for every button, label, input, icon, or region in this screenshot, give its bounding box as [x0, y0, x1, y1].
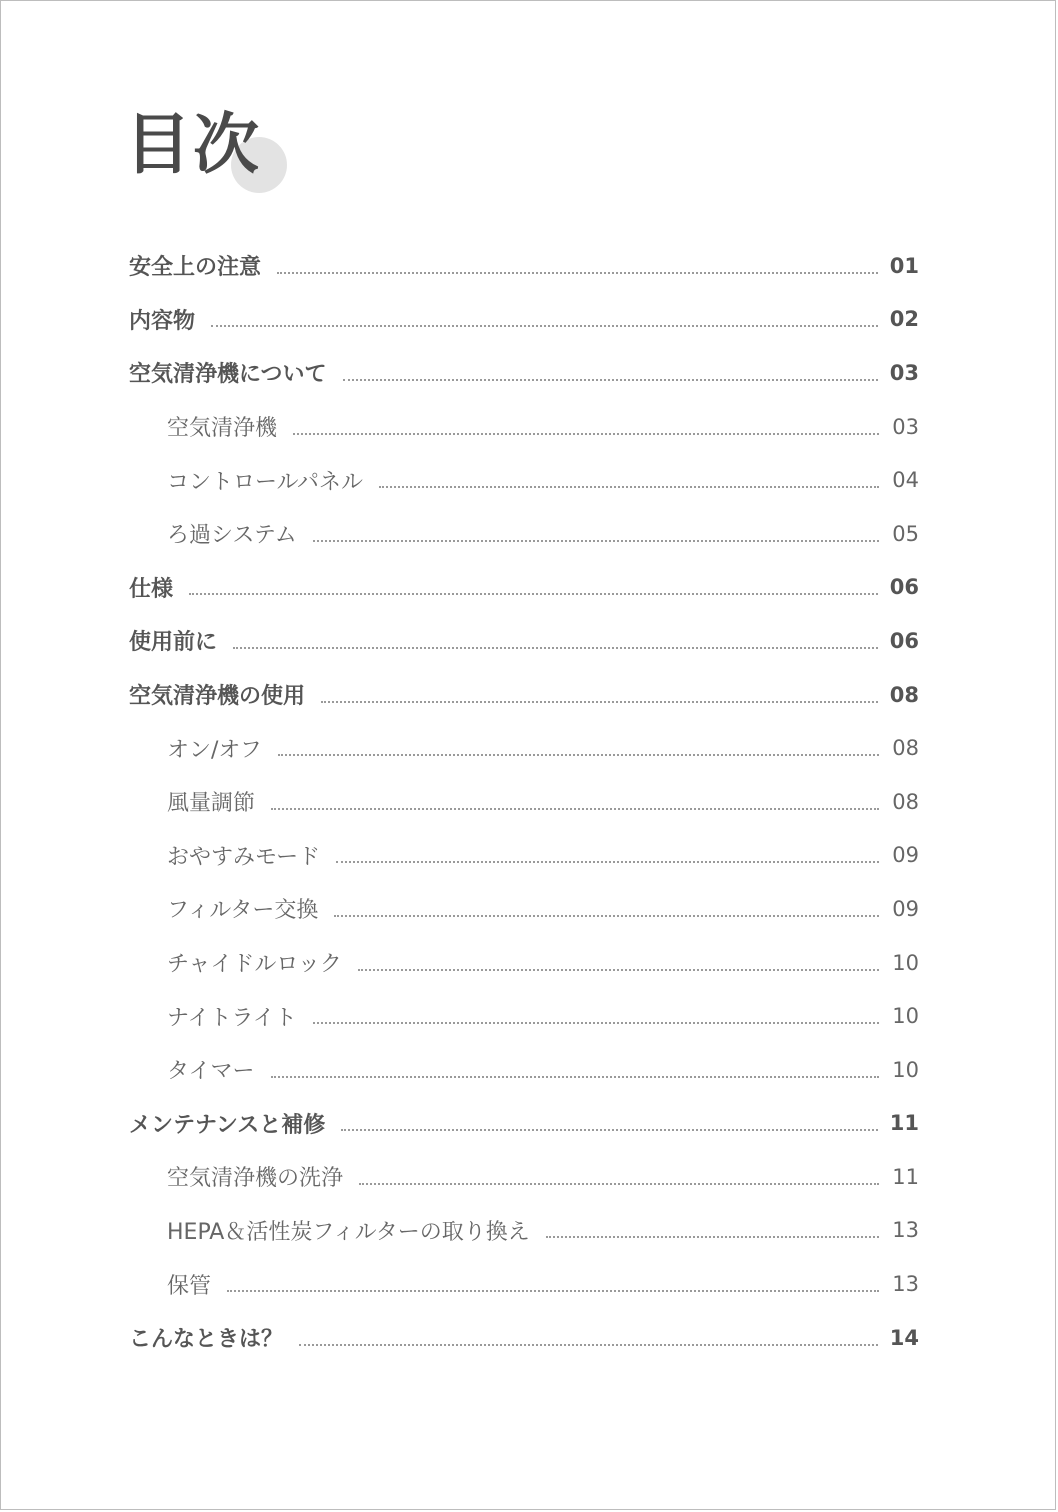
toc-entry-label: 保管 — [167, 1273, 212, 1299]
toc-entry-label: コントロールパネル — [167, 469, 364, 495]
toc-entry[interactable] — [129, 346, 919, 400]
dot-leader — [343, 379, 878, 381]
toc-entry-page-number: 13 — [892, 1272, 919, 1297]
toc-entry[interactable] — [129, 721, 919, 775]
dot-leader — [336, 861, 879, 863]
page-title: 目次 — [125, 106, 261, 183]
toc-entry-label: メンテナンスと補修 — [129, 1112, 326, 1138]
toc-entry[interactable] — [129, 775, 919, 829]
dot-leader — [321, 701, 878, 703]
toc-entry[interactable] — [129, 882, 919, 936]
dot-leader — [233, 647, 878, 649]
toc-entry-page-number: 09 — [892, 896, 919, 921]
toc-entry[interactable] — [129, 1257, 919, 1311]
toc-entry[interactable] — [129, 1097, 919, 1151]
dot-leader — [546, 1236, 879, 1238]
toc-entry-page-number: 06 — [889, 628, 919, 653]
toc-entry-label: 空気清浄機 — [167, 416, 278, 442]
toc-entry[interactable] — [129, 936, 919, 990]
toc-entry-page-number: 06 — [889, 575, 919, 600]
title-block — [125, 105, 325, 205]
toc-entry-page-number: 08 — [892, 789, 919, 814]
toc-entry-label: 内容物 — [129, 308, 196, 334]
toc-entry-page-number: 13 — [892, 1218, 919, 1243]
dot-leader — [341, 1129, 878, 1131]
dot-leader — [277, 272, 878, 274]
toc-entry-page-number: 10 — [892, 950, 919, 975]
dot-leader — [293, 433, 879, 435]
dot-leader — [359, 1183, 879, 1185]
toc-entry[interactable] — [129, 614, 919, 668]
toc-entry-label: 空気清浄機の使用 — [129, 684, 306, 710]
dot-leader — [334, 915, 879, 917]
toc-entry[interactable] — [129, 829, 919, 883]
toc-entry-page-number: 14 — [889, 1325, 919, 1350]
toc-entry-label: こんなときは？ — [129, 1327, 284, 1353]
toc-entry-label: 空気清浄機について — [129, 362, 327, 388]
toc-entry-label: ろ過システム — [167, 523, 297, 549]
toc-entry[interactable] — [129, 1204, 919, 1258]
toc-entry[interactable] — [129, 400, 919, 454]
dot-leader — [227, 1290, 879, 1292]
toc-entry-page-number: 11 — [889, 1111, 919, 1136]
dot-leader — [313, 540, 879, 542]
toc-entry[interactable] — [129, 453, 919, 507]
toc-entry[interactable] — [129, 507, 919, 561]
toc-entry-label: フィルター交換 — [167, 898, 319, 924]
toc-entry-page-number: 03 — [892, 414, 919, 439]
toc-entry[interactable] — [129, 1311, 919, 1365]
toc-entry-page-number: 10 — [892, 1004, 919, 1029]
dot-leader — [313, 1022, 879, 1024]
toc-entry-page-number: 01 — [889, 253, 919, 278]
toc-entry[interactable] — [129, 1150, 919, 1204]
toc-entry[interactable] — [129, 668, 919, 722]
toc-entry-label: HEPA＆活性炭フィルターの取り換え — [167, 1219, 530, 1245]
toc-entry-label: タイマー — [167, 1059, 255, 1085]
dot-leader — [211, 325, 878, 327]
toc-entry-label: 安全上の注意 — [129, 255, 262, 281]
dot-leader — [379, 486, 879, 488]
toc-entry-page-number: 11 — [892, 1164, 919, 1189]
dot-leader — [271, 1076, 879, 1078]
dot-leader — [271, 808, 879, 810]
toc-entry-page-number: 04 — [892, 468, 919, 493]
toc-entry[interactable] — [129, 1043, 919, 1097]
toc-entry[interactable] — [129, 293, 919, 347]
toc-entry-label: 仕様 — [129, 576, 174, 602]
toc-entry-label: チャイドルロック — [167, 952, 342, 978]
toc-entry-label: 使用前に — [129, 630, 218, 656]
toc-entry-page-number: 02 — [889, 307, 919, 332]
dot-leader — [299, 1344, 878, 1346]
dot-leader — [189, 593, 878, 595]
toc-entry-label: オン/オフ — [167, 737, 262, 763]
toc-entry-label: おやすみモード — [167, 844, 321, 870]
toc-entry-label: 風量調節 — [167, 791, 256, 817]
dot-leader — [278, 754, 879, 756]
toc-entry[interactable] — [129, 239, 919, 293]
toc-entry-page-number: 05 — [892, 521, 919, 546]
dot-leader — [358, 969, 879, 971]
toc-entry-page-number: 08 — [889, 682, 919, 707]
toc-entry-page-number: 03 — [889, 360, 919, 385]
table-of-contents — [129, 239, 919, 1364]
toc-entry-page-number: 10 — [892, 1057, 919, 1082]
toc-entry-page-number: 09 — [892, 843, 919, 868]
toc-entry[interactable] — [129, 989, 919, 1043]
toc-entry[interactable] — [129, 561, 919, 615]
toc-entry-page-number: 08 — [892, 736, 919, 761]
toc-entry-label: ナイトライト — [167, 1005, 297, 1031]
toc-entry-label: 空気清浄機の洗浄 — [167, 1166, 344, 1192]
